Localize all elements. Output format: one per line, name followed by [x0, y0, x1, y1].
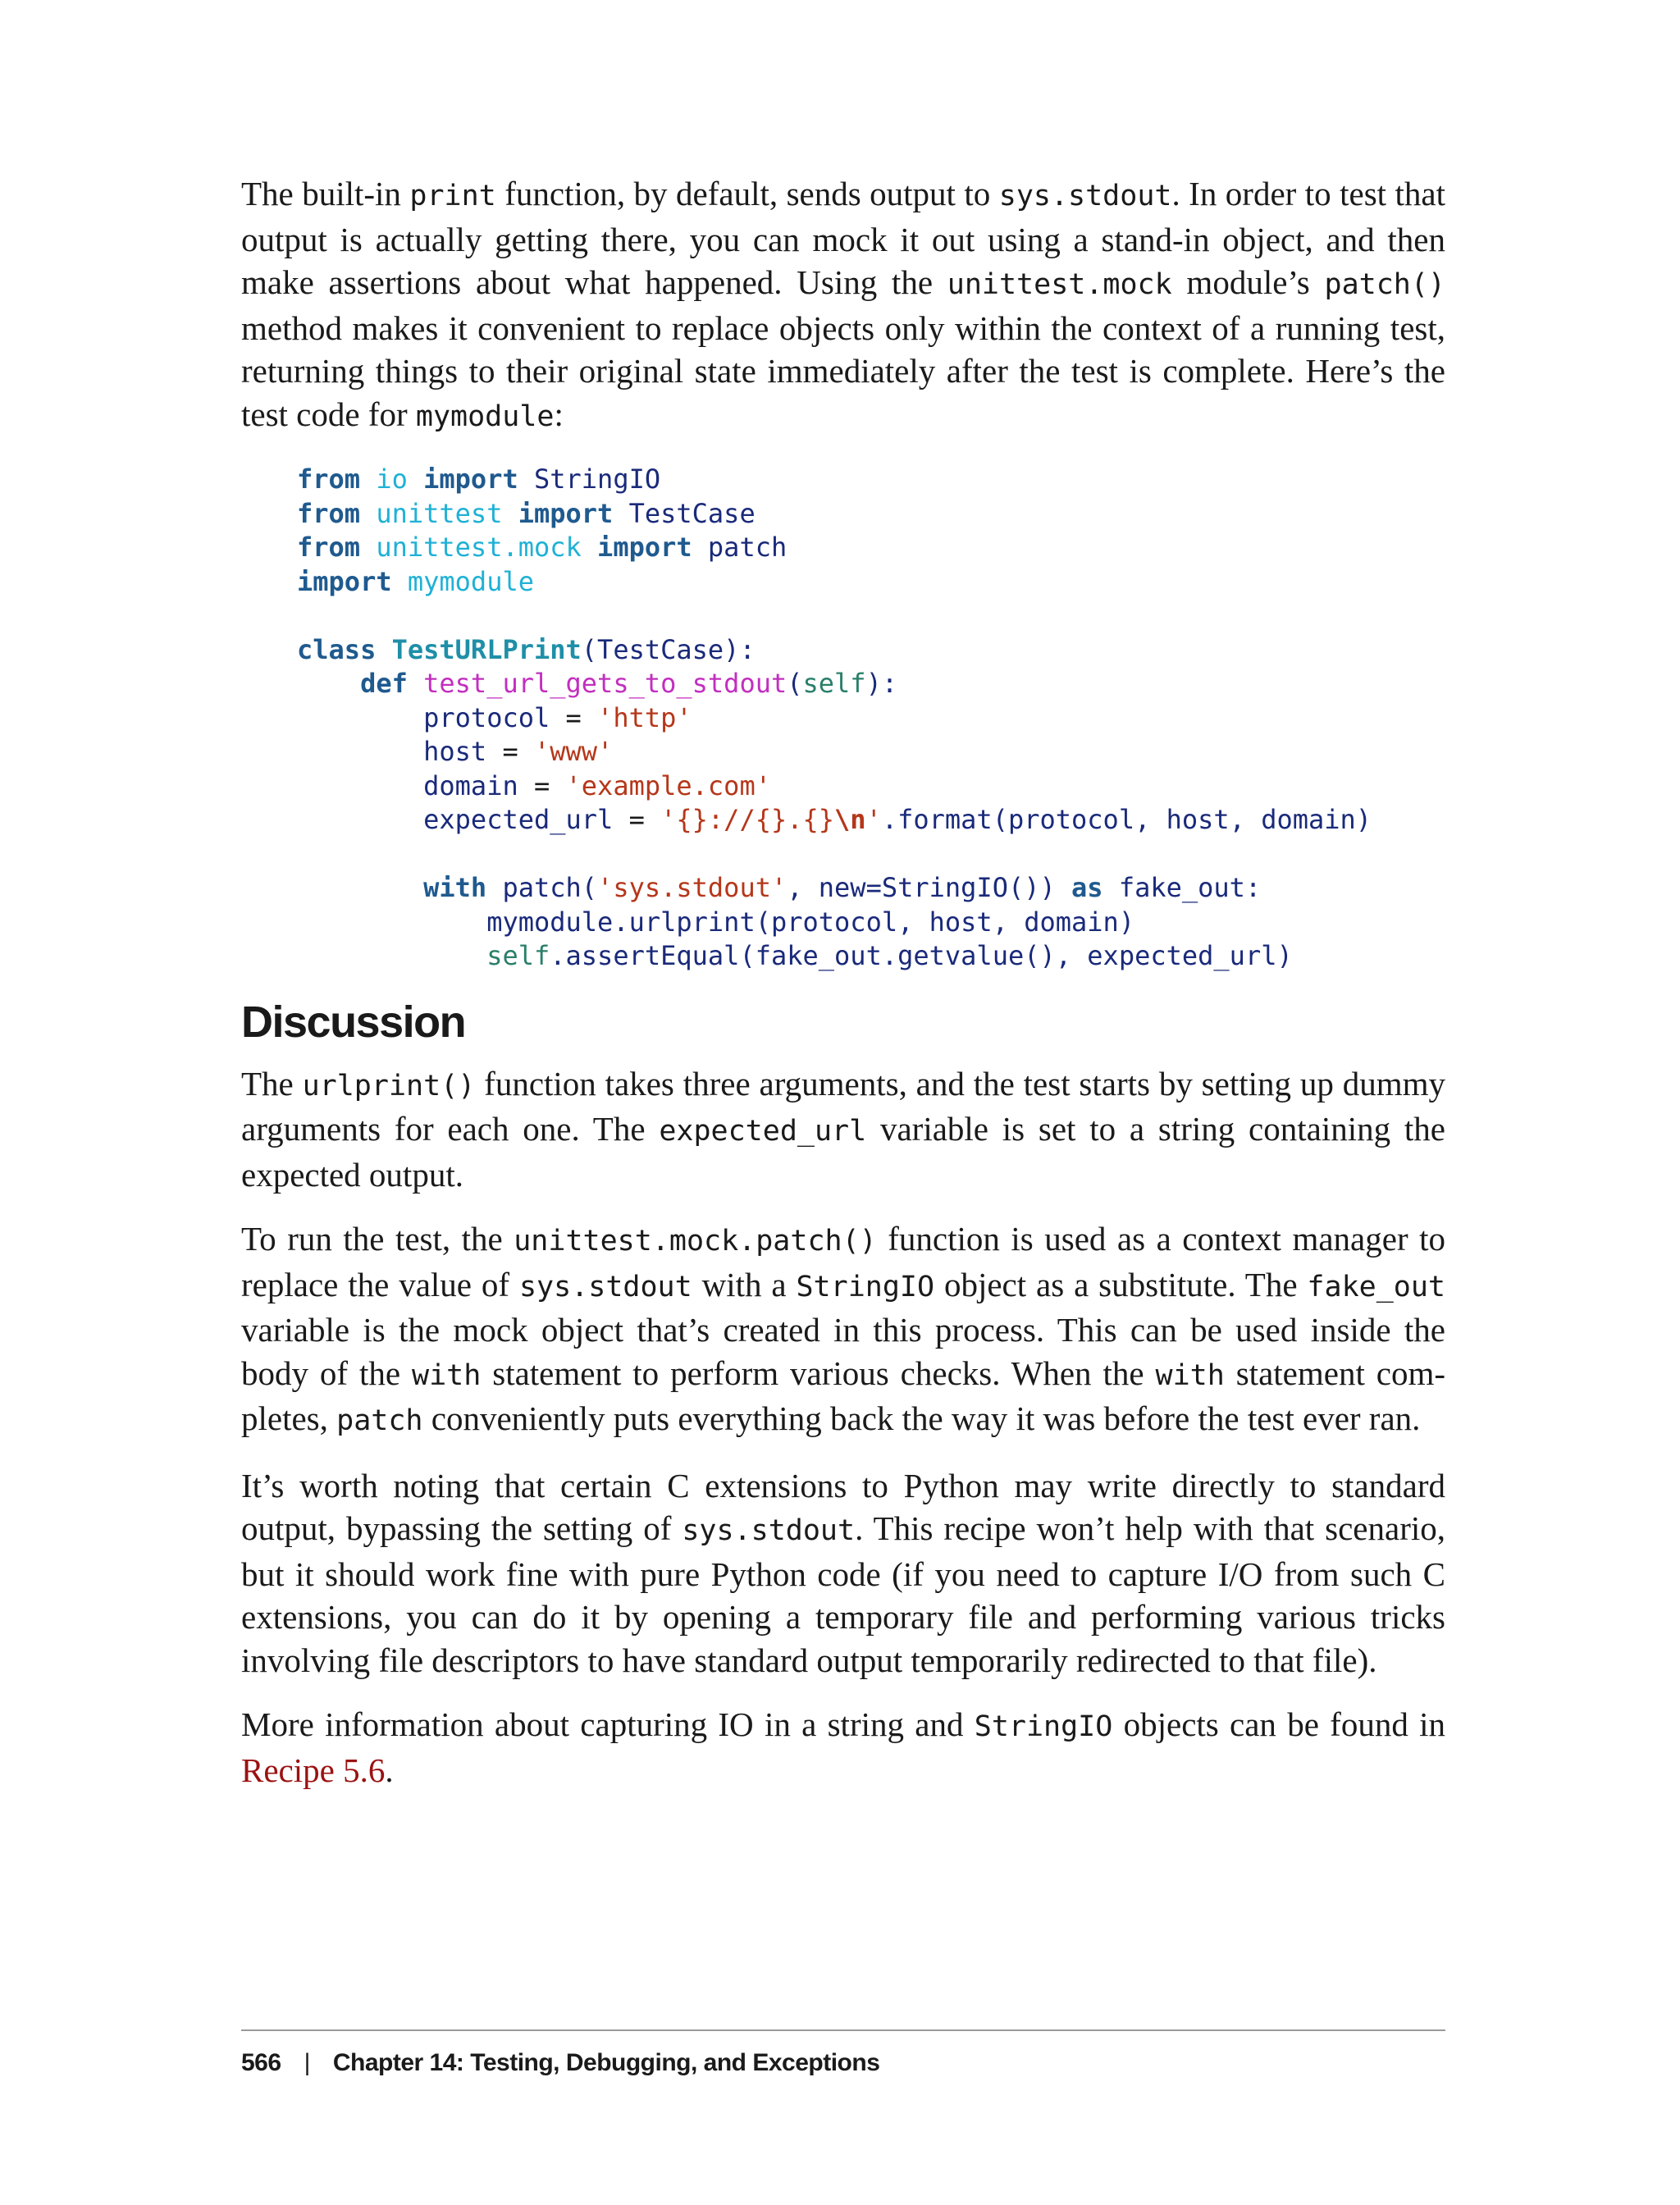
recipe-link[interactable]: Recipe 5.6	[241, 1751, 386, 1789]
code-string: '	[865, 804, 882, 835]
inline-code: print	[409, 180, 496, 212]
text: The built-in	[241, 175, 410, 212]
inline-code: StringIO	[974, 1710, 1113, 1743]
inline-code: expected_url	[659, 1115, 867, 1148]
code-name: protocol	[423, 701, 550, 733]
text: function is used as a context manager to replace the value of	[241, 1220, 1445, 1303]
inline-code: patch()	[1324, 268, 1446, 301]
text: statement completes,	[241, 1354, 1446, 1437]
code-module: unittest.mock	[376, 532, 582, 563]
inline-code: with	[412, 1358, 482, 1392]
text: To run the test, the	[241, 1220, 514, 1258]
inline-code: fake_out	[1307, 1270, 1445, 1303]
code-module: io	[376, 463, 408, 495]
code-listing	[297, 463, 1445, 974]
code-keyword: with	[423, 872, 487, 903]
inline-code: with	[1155, 1358, 1225, 1392]
code-name: patch	[707, 532, 788, 563]
code-keyword: from	[297, 497, 361, 529]
text: objects can be found in	[1112, 1705, 1445, 1743]
inline-code: unittest.mock	[947, 268, 1172, 301]
code-keyword: def	[360, 668, 408, 699]
discussion-paragraph-1	[241, 1062, 1445, 1197]
text: The	[241, 1064, 303, 1102]
page-content	[241, 172, 1445, 1813]
code-operator: =	[550, 701, 598, 733]
page-footer	[241, 2029, 1445, 2077]
code-name: TestCase	[628, 497, 756, 529]
code-string: 'www'	[533, 736, 614, 767]
discussion-paragraph-2	[241, 1217, 1445, 1443]
code-keyword: import	[297, 565, 392, 597]
code-string: '{}://{}.{}	[660, 804, 835, 835]
inline-code: sys.stdout	[682, 1514, 856, 1547]
text: . In order to test that output is actually getting there, you can mock it out using a stand-in object, and then make assertions about what happened. Using the	[241, 175, 1445, 301]
text: .	[385, 1751, 394, 1789]
code-string: 'example.com'	[565, 769, 771, 801]
code-self: self	[802, 668, 866, 699]
code-name: host	[423, 736, 487, 767]
code-self: self	[486, 940, 550, 971]
text: variable is the mock object that’s created in this process. This can be used inside the body of the	[241, 1311, 1445, 1392]
code-punct: ):	[865, 668, 898, 699]
text: It’s worth noting that certain C extensions to Python may write directly to standard output, bypassing the setting of	[241, 1466, 1445, 1547]
text: variable is set to a string containing the expected output.	[241, 1110, 1445, 1194]
code-name: expected_url	[423, 804, 614, 835]
footer-separator: |	[304, 2049, 310, 2076]
text: . This recipe won’t help with that scenario, but it should work fine with pure Python code (if you need to capture I/O from such C extensions, you can do it by opening a temporary file and performing various tricks involving file descriptors to have standard output temporarily redirected to that file).	[241, 1509, 1445, 1679]
inline-code: mymodule	[415, 399, 555, 433]
section-heading: Discussion	[241, 997, 466, 1047]
text: function takes three arguments, and the test starts by setting up dummy arguments for each one. The	[241, 1064, 1445, 1148]
code-function-name: test_url_gets_to_stdout	[423, 668, 788, 699]
code-string: 'sys.stdout'	[597, 872, 788, 903]
code-name: domain	[423, 769, 518, 801]
code-escape: \n	[834, 804, 866, 835]
code-module: unittest	[376, 497, 503, 529]
page-number: 566	[241, 2049, 281, 2076]
code-keyword: import	[518, 497, 614, 529]
text: conveniently puts everything back the way it was before the test ever ran.	[422, 1399, 1421, 1437]
discussion-paragraph-3	[241, 1464, 1445, 1682]
discussion-paragraph-4	[241, 1703, 1445, 1792]
code-keyword: as	[1071, 872, 1103, 903]
inline-code: unittest.mock.patch()	[514, 1225, 877, 1258]
code-keyword: from	[297, 532, 361, 563]
code-name: , new=StringIO())	[787, 872, 1072, 903]
code-keyword: from	[297, 463, 361, 495]
code-keyword: class	[297, 633, 377, 665]
code-class-name: TestURLPrint	[391, 633, 582, 665]
inline-code: patch	[336, 1404, 423, 1437]
inline-code: urlprint()	[302, 1069, 476, 1102]
code-module: mymodule	[407, 565, 534, 597]
text: :	[554, 395, 564, 433]
code-operator: =	[518, 769, 566, 801]
text: method makes it convenient to replace objects only within the context of a running test, returning things to their original state immediately after the test is complete. Here’s the test code for	[241, 308, 1445, 433]
code-name: (TestCase):	[581, 633, 756, 665]
text: module’s	[1171, 263, 1325, 301]
code-name: fake_out:	[1118, 872, 1262, 903]
text: with a	[692, 1265, 797, 1303]
inline-code: sys.stdout	[998, 180, 1172, 212]
inline-code: sys.stdout	[518, 1270, 692, 1303]
code-name: .format(protocol, host, domain)	[881, 804, 1372, 835]
code-name: .assertEqual(fake_out.getvalue(), expected_url)	[550, 940, 1293, 971]
code-string: 'http'	[597, 701, 692, 733]
intro-paragraph	[241, 172, 1445, 438]
code-keyword: import	[423, 463, 518, 495]
text: function, by default, sends output to	[495, 175, 999, 212]
code-operator: =	[613, 804, 661, 835]
code-name: mymodule.urlprint(protocol, host, domain)	[486, 906, 1135, 938]
code-keyword: import	[597, 532, 692, 563]
code-operator: =	[486, 736, 534, 767]
text: object as a substitute. The	[934, 1265, 1308, 1303]
code-name: StringIO	[533, 463, 661, 495]
inline-code: StringIO	[796, 1270, 935, 1303]
code-name: patch(	[486, 872, 598, 903]
text: statement to perform various checks. When the	[481, 1354, 1156, 1392]
code-punct: (	[787, 668, 803, 699]
chapter-title: Chapter 14: Testing, Debugging, and Exceptions	[332, 2049, 880, 2076]
text: More information about capturing IO in a string and	[241, 1705, 975, 1743]
